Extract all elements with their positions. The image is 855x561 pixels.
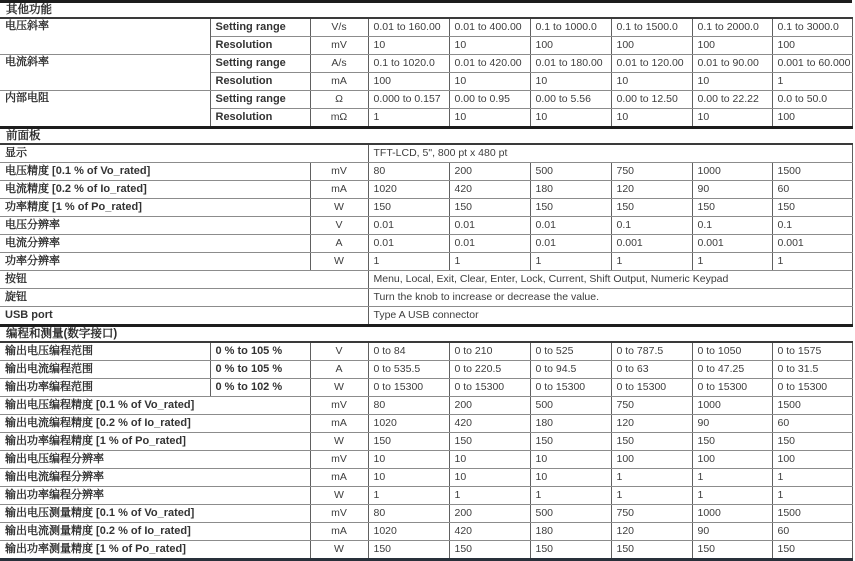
unit-cell: W: [310, 433, 368, 451]
value-cell: Type A USB connector: [368, 307, 852, 326]
unit-cell: W: [310, 199, 368, 217]
row-label: 输出电压编程精度 [0.1 % of Vo_rated]: [0, 397, 310, 415]
value-cell: 10: [611, 73, 692, 91]
value-cell: 150: [772, 541, 852, 560]
value-cell: 80: [368, 163, 449, 181]
value-cell: 1: [772, 469, 852, 487]
row-label: 电压斜率: [0, 18, 210, 55]
value-cell: 10: [611, 109, 692, 128]
value-cell: 0 to 15300: [772, 379, 852, 397]
row-label: 电流斜率: [0, 55, 210, 91]
value-cell: 1000: [692, 505, 772, 523]
table-row: [0, 144, 852, 163]
value-cell: 0 to 210: [449, 342, 530, 361]
value-cell: 0.000 to 0.157: [368, 91, 449, 109]
value-cell: 0.01: [530, 217, 611, 235]
value-cell: 0.01 to 120.00: [611, 55, 692, 73]
value-cell: 100: [692, 451, 772, 469]
value-cell: 80: [368, 505, 449, 523]
value-cell: 0 to 94.5: [530, 361, 611, 379]
value-cell: 0.1: [611, 217, 692, 235]
value-cell: 0 to 525: [530, 342, 611, 361]
unit-cell: mA: [310, 469, 368, 487]
value-cell: 100: [772, 109, 852, 128]
value-cell: 0.1: [692, 217, 772, 235]
value-cell: 0.1 to 1020.0: [368, 55, 449, 73]
unit-cell: W: [310, 379, 368, 397]
unit-cell: V: [310, 217, 368, 235]
value-cell: 150: [772, 433, 852, 451]
value-cell: 0.01 to 160.00: [368, 18, 449, 37]
unit-cell: A/s: [310, 55, 368, 73]
unit-cell: mV: [310, 505, 368, 523]
value-cell: 0.1 to 1500.0: [611, 18, 692, 37]
value-cell: 0.01: [368, 235, 449, 253]
unit-cell: V: [310, 342, 368, 361]
table-row: [0, 253, 852, 271]
value-cell: 150: [772, 199, 852, 217]
row-label: 显示: [0, 144, 368, 163]
table-row: [0, 451, 852, 469]
row-label: 输出电流编程分辨率: [0, 469, 310, 487]
value-cell: 200: [449, 163, 530, 181]
value-cell: 180: [530, 523, 611, 541]
table-row: [0, 397, 852, 415]
value-cell: 0.1 to 3000.0: [772, 18, 852, 37]
unit-cell: mA: [310, 415, 368, 433]
table-row: [0, 289, 852, 307]
sub-label: Setting range: [210, 55, 310, 73]
sub-label: 0 % to 105 %: [210, 361, 310, 379]
row-label: 输出功率编程精度 [1 % of Po_rated]: [0, 433, 310, 451]
value-cell: 10: [530, 109, 611, 128]
value-cell: 100: [611, 37, 692, 55]
row-label: 电流分辨率: [0, 235, 310, 253]
value-cell: 0.001 to 60.000: [772, 55, 852, 73]
row-label: 输出功率编程范围: [0, 379, 210, 397]
section-header: 其他功能: [0, 2, 852, 19]
unit-cell: W: [310, 253, 368, 271]
row-label: 内部电阻: [0, 91, 210, 128]
table-row: [0, 415, 852, 433]
value-cell: 150: [449, 199, 530, 217]
value-cell: 0.01 to 180.00: [530, 55, 611, 73]
unit-cell: W: [310, 487, 368, 505]
row-label: 按钮: [0, 271, 368, 289]
value-cell: 0.001: [772, 235, 852, 253]
table-row: [0, 163, 852, 181]
sub-label: Setting range: [210, 18, 310, 37]
value-cell: 1: [611, 487, 692, 505]
value-cell: 120: [611, 415, 692, 433]
value-cell: 150: [611, 541, 692, 560]
sub-label: 0 % to 102 %: [210, 379, 310, 397]
unit-cell: mV: [310, 163, 368, 181]
table-row: [0, 55, 852, 73]
value-cell: 80: [368, 397, 449, 415]
value-cell: 1: [368, 487, 449, 505]
value-cell: 150: [449, 433, 530, 451]
table-row: [0, 487, 852, 505]
value-cell: 10: [449, 469, 530, 487]
sub-label: Resolution: [210, 37, 310, 55]
table-row: [0, 523, 852, 541]
value-cell: 0 to 535.5: [368, 361, 449, 379]
value-cell: 120: [611, 523, 692, 541]
value-cell: 1000: [692, 163, 772, 181]
row-label: 输出电流编程范围: [0, 361, 210, 379]
table-row: [0, 505, 852, 523]
unit-cell: mV: [310, 451, 368, 469]
value-cell: 1020: [368, 415, 449, 433]
row-label: 输出电流编程精度 [0.2 % of Io_rated]: [0, 415, 310, 433]
value-cell: 0 to 15300: [530, 379, 611, 397]
section-row: [0, 326, 852, 343]
value-cell: 100: [772, 37, 852, 55]
value-cell: 180: [530, 181, 611, 199]
value-cell: 0 to 15300: [368, 379, 449, 397]
value-cell: 1: [449, 253, 530, 271]
value-cell: 150: [368, 199, 449, 217]
value-cell: 0.001: [692, 235, 772, 253]
section-header: 前面板: [0, 128, 852, 145]
unit-cell: mV: [310, 397, 368, 415]
value-cell: 1: [611, 469, 692, 487]
value-cell: 10: [368, 451, 449, 469]
value-cell: 1020: [368, 181, 449, 199]
table-row: [0, 541, 852, 560]
value-cell: 0 to 787.5: [611, 342, 692, 361]
unit-cell: mΩ: [310, 109, 368, 128]
value-cell: 200: [449, 505, 530, 523]
value-cell: 100: [611, 451, 692, 469]
value-cell: 0 to 15300: [692, 379, 772, 397]
value-cell: 0 to 31.5: [772, 361, 852, 379]
section-header: 编程和测量(数字接口): [0, 326, 852, 343]
value-cell: 1: [692, 253, 772, 271]
value-cell: 750: [611, 163, 692, 181]
unit-cell: A: [310, 361, 368, 379]
value-cell: 10: [530, 73, 611, 91]
value-cell: 0.1 to 2000.0: [692, 18, 772, 37]
value-cell: 0 to 15300: [449, 379, 530, 397]
value-cell: 10: [449, 73, 530, 91]
table-row: [0, 18, 852, 37]
table-row: [0, 342, 852, 361]
value-cell: 0 to 15300: [611, 379, 692, 397]
value-cell: 10: [692, 73, 772, 91]
value-cell: 500: [530, 397, 611, 415]
value-cell: 120: [611, 181, 692, 199]
value-cell: Menu, Local, Exit, Clear, Enter, Lock, Current, Shift Output, Numeric Keypad: [368, 271, 852, 289]
value-cell: 150: [692, 199, 772, 217]
value-cell: 0.1 to 1000.0: [530, 18, 611, 37]
value-cell: 0.00 to 22.22: [692, 91, 772, 109]
value-cell: 0.01: [449, 217, 530, 235]
value-cell: 1000: [692, 397, 772, 415]
value-cell: 0.01 to 400.00: [449, 18, 530, 37]
table-row: [0, 91, 852, 109]
value-cell: 10: [449, 37, 530, 55]
row-label: 输出电压编程分辨率: [0, 451, 310, 469]
unit-cell: W: [310, 541, 368, 560]
value-cell: 0.1: [772, 217, 852, 235]
section-row: [0, 2, 852, 19]
spec-table-body: [0, 2, 852, 560]
unit-cell: mA: [310, 523, 368, 541]
row-label: 输出功率编程分辨率: [0, 487, 310, 505]
value-cell: 150: [692, 541, 772, 560]
value-cell: 10: [368, 37, 449, 55]
value-cell: 0 to 84: [368, 342, 449, 361]
value-cell: 0 to 1575: [772, 342, 852, 361]
row-label: 输出电压编程范围: [0, 342, 210, 361]
value-cell: 100: [530, 37, 611, 55]
value-cell: 0 to 220.5: [449, 361, 530, 379]
value-cell: 10: [449, 109, 530, 128]
value-cell: 500: [530, 163, 611, 181]
table-row: [0, 199, 852, 217]
value-cell: 1: [530, 487, 611, 505]
value-cell: 150: [692, 433, 772, 451]
value-cell: 1500: [772, 163, 852, 181]
unit-cell: A: [310, 235, 368, 253]
value-cell: 60: [772, 523, 852, 541]
value-cell: 0.00 to 12.50: [611, 91, 692, 109]
value-cell: 1: [611, 253, 692, 271]
value-cell: 150: [530, 541, 611, 560]
value-cell: Turn the knob to increase or decrease the value.: [368, 289, 852, 307]
value-cell: 1: [530, 253, 611, 271]
value-cell: 1020: [368, 523, 449, 541]
value-cell: 0.01 to 90.00: [692, 55, 772, 73]
value-cell: 10: [692, 109, 772, 128]
value-cell: 60: [772, 181, 852, 199]
unit-cell: mV: [310, 37, 368, 55]
row-label: 输出功率测量精度 [1 % of Po_rated]: [0, 541, 310, 560]
row-label: USB port: [0, 307, 368, 326]
row-label: 旋钮: [0, 289, 368, 307]
value-cell: 10: [368, 469, 449, 487]
value-cell: 0 to 1050: [692, 342, 772, 361]
row-label: 输出电流测量精度 [0.2 % of Io_rated]: [0, 523, 310, 541]
value-cell: 0.01: [449, 235, 530, 253]
value-cell: 0.001: [611, 235, 692, 253]
value-cell: 60: [772, 415, 852, 433]
value-cell: 0 to 47.25: [692, 361, 772, 379]
unit-cell: mA: [310, 73, 368, 91]
value-cell: 1: [692, 469, 772, 487]
value-cell: 1: [368, 109, 449, 128]
sub-label: Setting range: [210, 91, 310, 109]
value-cell: 0.01 to 420.00: [449, 55, 530, 73]
value-cell: 1500: [772, 397, 852, 415]
value-cell: 1: [772, 487, 852, 505]
value-cell: 100: [772, 451, 852, 469]
value-cell: 750: [611, 397, 692, 415]
unit-cell: V/s: [310, 18, 368, 37]
value-cell: 10: [449, 451, 530, 469]
value-cell: 90: [692, 181, 772, 199]
value-cell: 180: [530, 415, 611, 433]
table-row: [0, 271, 852, 289]
row-label: 功率精度 [1 % of Po_rated]: [0, 199, 310, 217]
value-cell: 0.00 to 0.95: [449, 91, 530, 109]
value-cell: 150: [611, 199, 692, 217]
table-row: [0, 433, 852, 451]
value-cell: 1: [772, 253, 852, 271]
value-cell: 150: [530, 433, 611, 451]
section-row: [0, 128, 852, 145]
value-cell: 150: [611, 433, 692, 451]
value-cell: 420: [449, 523, 530, 541]
value-cell: 420: [449, 415, 530, 433]
value-cell: 0 to 63: [611, 361, 692, 379]
value-cell: 1: [772, 73, 852, 91]
value-cell: 150: [530, 199, 611, 217]
value-cell: 10: [530, 469, 611, 487]
row-label: 电流精度 [0.2 % of Io_rated]: [0, 181, 310, 199]
unit-cell: mA: [310, 181, 368, 199]
value-cell: 100: [368, 73, 449, 91]
value-cell: 1: [368, 253, 449, 271]
value-cell: 0.01: [530, 235, 611, 253]
value-cell: 420: [449, 181, 530, 199]
value-cell: TFT-LCD, 5", 800 pt x 480 pt: [368, 144, 852, 163]
value-cell: 1500: [772, 505, 852, 523]
table-row: [0, 379, 852, 397]
table-row: [0, 217, 852, 235]
value-cell: 0.01: [368, 217, 449, 235]
value-cell: 0.0 to 50.0: [772, 91, 852, 109]
value-cell: 1: [692, 487, 772, 505]
value-cell: 150: [368, 433, 449, 451]
value-cell: 10: [530, 451, 611, 469]
row-label: 功率分辨率: [0, 253, 310, 271]
table-row: [0, 469, 852, 487]
table-row: [0, 235, 852, 253]
table-row: [0, 181, 852, 199]
row-label: 输出电压测量精度 [0.1 % of Vo_rated]: [0, 505, 310, 523]
table-row: [0, 307, 852, 326]
table-row: [0, 361, 852, 379]
row-label: 电压精度 [0.1 % of Vo_rated]: [0, 163, 310, 181]
value-cell: 90: [692, 415, 772, 433]
sub-label: 0 % to 105 %: [210, 342, 310, 361]
value-cell: 750: [611, 505, 692, 523]
value-cell: 90: [692, 523, 772, 541]
unit-cell: Ω: [310, 91, 368, 109]
value-cell: 150: [368, 541, 449, 560]
sub-label: Resolution: [210, 73, 310, 91]
sub-label: Resolution: [210, 109, 310, 128]
value-cell: 150: [449, 541, 530, 560]
value-cell: 0.00 to 5.56: [530, 91, 611, 109]
value-cell: 500: [530, 505, 611, 523]
value-cell: 1: [449, 487, 530, 505]
value-cell: 200: [449, 397, 530, 415]
value-cell: 100: [692, 37, 772, 55]
row-label: 电压分辨率: [0, 217, 310, 235]
